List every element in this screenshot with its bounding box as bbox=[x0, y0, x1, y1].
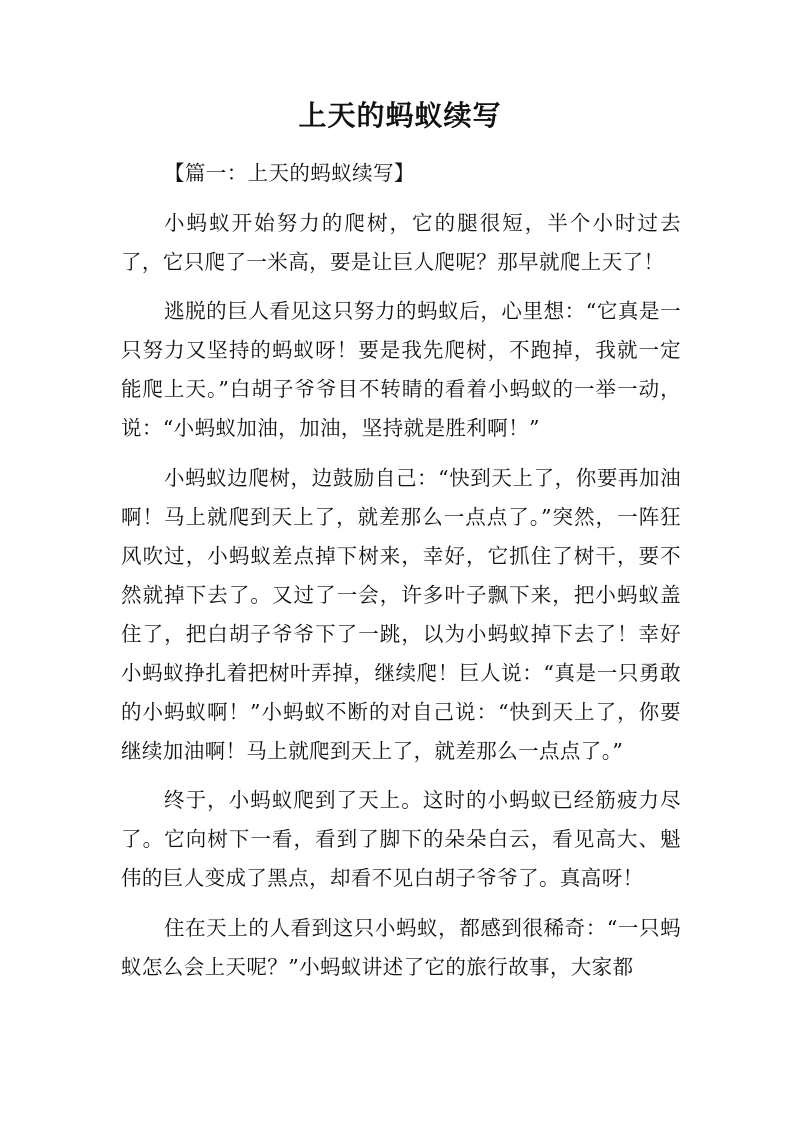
paragraph-4: 终于，小蚂蚁爬到了天上。这时的小蚂蚁已经筋疲力尽了。它向树下一看，看到了脚下的朵朵白云，看见高大、魁伟的巨人变成了黑点，却看不见白胡子爷爷了。真高呀！ bbox=[121, 788, 681, 890]
section-heading: 【篇一：上天的蚂蚁续写】 bbox=[164, 161, 415, 185]
paragraph-1: 小蚂蚁开始努力的爬树，它的腿很短，半个小时过去了，它只爬了一米高，要是让巨人爬呢？那早就爬上天了！ bbox=[121, 210, 681, 274]
paragraph-5: 住在天上的人看到这只小蚂蚁，都感到很稀奇：“一只蚂蚁怎么会上天呢？”小蚂蚁讲述了它的旅行故事，大家都 bbox=[121, 915, 681, 979]
document-body bbox=[121, 154, 681, 997]
document-title: 上天的蚂蚁续写 bbox=[298, 99, 502, 132]
paragraph-3: 小蚂蚁边爬树，边鼓励自己：“快到天上了，你要再加油啊！马上就爬到天上了，就差那么一点点了。”突然，一阵狂风吹过，小蚂蚁差点掉下树来，幸好，它抓住了树干，要不然就掉下去了。又过了一会，许多叶子飘下来，把小蚂蚁盖住了，把白胡子爷爷下了一跳，以为小蚂蚁掉下去了！幸好小蚂蚁挣扎着把树叶弄掉，继续爬！巨人说：“真是一只勇敢的小蚂蚁啊！”小蚂蚁不断的对自己说：“快到天上了，你要继续加油啊！马上就爬到天上了，就差那么一点点了。” bbox=[121, 465, 681, 763]
paragraph-2: 逃脱的巨人看见这只努力的蚂蚁后，心里想：“它真是一只努力又坚持的蚂蚁呀！要是我先爬树，不跑掉，我就一定能爬上天。”白胡子爷爷目不转睛的看着小蚂蚁的一举一动，说：“小蚂蚁加油，加油，坚持就是胜利啊！” bbox=[121, 299, 681, 440]
